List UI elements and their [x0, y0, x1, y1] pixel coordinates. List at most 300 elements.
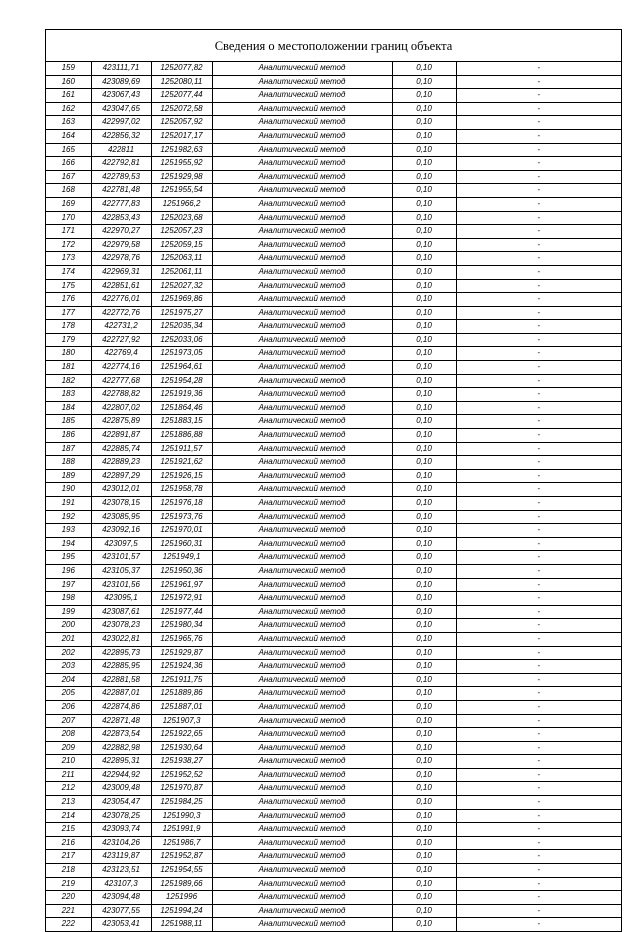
- method-cell: Аналитический метод: [212, 823, 392, 837]
- accuracy-cell: 0,10: [392, 537, 456, 551]
- y-coordinate-cell: 1251994,24: [151, 904, 212, 918]
- point-number-cell: 199: [46, 605, 91, 619]
- x-coordinate-cell: 423078,15: [91, 497, 151, 511]
- x-coordinate-cell: 422874,86: [91, 700, 151, 714]
- method-cell: Аналитический метод: [212, 320, 392, 334]
- y-coordinate-cell: 1251922,65: [151, 728, 212, 742]
- point-number-cell: 191: [46, 497, 91, 511]
- table-row: [46, 714, 621, 728]
- table-row: [46, 225, 621, 239]
- point-number-cell: 163: [46, 116, 91, 130]
- y-coordinate-cell: 1251964,61: [151, 361, 212, 375]
- method-cell: Аналитический метод: [212, 279, 392, 293]
- accuracy-cell: 0,10: [392, 741, 456, 755]
- point-number-cell: 219: [46, 877, 91, 891]
- y-coordinate-cell: 1251976,18: [151, 497, 212, 511]
- y-coordinate-cell: 1251965,76: [151, 632, 212, 646]
- point-number-cell: 220: [46, 891, 91, 905]
- note-cell: -: [456, 347, 621, 361]
- y-coordinate-cell: 1251926,15: [151, 469, 212, 483]
- point-number-cell: 197: [46, 578, 91, 592]
- note-cell: -: [456, 891, 621, 905]
- table-row: [46, 510, 621, 524]
- point-number-cell: 170: [46, 211, 91, 225]
- point-number-cell: 222: [46, 918, 91, 931]
- note-cell: -: [456, 333, 621, 347]
- table-row: [46, 143, 621, 157]
- y-coordinate-cell: 1251980,34: [151, 619, 212, 633]
- table-row: [46, 89, 621, 103]
- x-coordinate-cell: 422789,53: [91, 170, 151, 184]
- method-cell: Аналитический метод: [212, 225, 392, 239]
- accuracy-cell: 0,10: [392, 483, 456, 497]
- y-coordinate-cell: 1251954,28: [151, 374, 212, 388]
- x-coordinate-cell: 422875,89: [91, 415, 151, 429]
- method-cell: Аналитический метод: [212, 728, 392, 742]
- point-number-cell: 201: [46, 632, 91, 646]
- point-number-cell: 185: [46, 415, 91, 429]
- note-cell: -: [456, 673, 621, 687]
- note-cell: -: [456, 700, 621, 714]
- method-cell: Аналитический метод: [212, 524, 392, 538]
- method-cell: Аналитический метод: [212, 904, 392, 918]
- y-coordinate-cell: 1251929,87: [151, 646, 212, 660]
- note-cell: -: [456, 714, 621, 728]
- method-cell: Аналитический метод: [212, 483, 392, 497]
- x-coordinate-cell: 422727,92: [91, 333, 151, 347]
- x-coordinate-cell: 422885,74: [91, 442, 151, 456]
- x-coordinate-cell: 423101,56: [91, 578, 151, 592]
- method-cell: Аналитический метод: [212, 293, 392, 307]
- y-coordinate-cell: 1251982,63: [151, 143, 212, 157]
- accuracy-cell: 0,10: [392, 918, 456, 931]
- x-coordinate-cell: 423085,95: [91, 510, 151, 524]
- table-row: [46, 537, 621, 551]
- y-coordinate-cell: 1251919,36: [151, 388, 212, 402]
- note-cell: -: [456, 497, 621, 511]
- point-number-cell: 167: [46, 170, 91, 184]
- point-number-cell: 207: [46, 714, 91, 728]
- method-cell: Аналитический метод: [212, 755, 392, 769]
- note-cell: -: [456, 129, 621, 143]
- table-row: [46, 197, 621, 211]
- point-number-cell: 212: [46, 782, 91, 796]
- method-cell: Аналитический метод: [212, 497, 392, 511]
- note-cell: -: [456, 782, 621, 796]
- note-cell: -: [456, 442, 621, 456]
- accuracy-cell: 0,10: [392, 904, 456, 918]
- accuracy-cell: 0,10: [392, 252, 456, 266]
- x-coordinate-cell: 423093,74: [91, 823, 151, 837]
- note-cell: -: [456, 578, 621, 592]
- point-number-cell: 187: [46, 442, 91, 456]
- note-cell: -: [456, 279, 621, 293]
- y-coordinate-cell: 1251952,87: [151, 850, 212, 864]
- point-number-cell: 211: [46, 768, 91, 782]
- accuracy-cell: 0,10: [392, 157, 456, 171]
- table-row: [46, 238, 621, 252]
- y-coordinate-cell: 1252077,82: [151, 62, 212, 75]
- table-row: [46, 456, 621, 470]
- accuracy-cell: 0,10: [392, 891, 456, 905]
- table-row: [46, 170, 621, 184]
- y-coordinate-cell: 1251929,98: [151, 170, 212, 184]
- point-number-cell: 169: [46, 197, 91, 211]
- note-cell: -: [456, 551, 621, 565]
- accuracy-cell: 0,10: [392, 129, 456, 143]
- table-row: [46, 836, 621, 850]
- x-coordinate-cell: 423067,43: [91, 89, 151, 103]
- method-cell: Аналитический метод: [212, 197, 392, 211]
- point-number-cell: 180: [46, 347, 91, 361]
- y-coordinate-cell: 1251973,76: [151, 510, 212, 524]
- y-coordinate-cell: 1251889,86: [151, 687, 212, 701]
- accuracy-cell: 0,10: [392, 510, 456, 524]
- method-cell: Аналитический метод: [212, 361, 392, 375]
- x-coordinate-cell: 422944,92: [91, 768, 151, 782]
- y-coordinate-cell: 1251984,25: [151, 796, 212, 810]
- table-row: [46, 347, 621, 361]
- note-cell: -: [456, 510, 621, 524]
- x-coordinate-cell: 422891,87: [91, 429, 151, 443]
- table-row: [46, 374, 621, 388]
- point-number-cell: 202: [46, 646, 91, 660]
- accuracy-cell: 0,10: [392, 850, 456, 864]
- point-number-cell: 221: [46, 904, 91, 918]
- accuracy-cell: 0,10: [392, 782, 456, 796]
- method-cell: Аналитический метод: [212, 401, 392, 415]
- method-cell: Аналитический метод: [212, 157, 392, 171]
- table-row: [46, 823, 621, 837]
- method-cell: Аналитический метод: [212, 918, 392, 931]
- method-cell: Аналитический метод: [212, 102, 392, 116]
- y-coordinate-cell: 1251972,91: [151, 592, 212, 606]
- y-coordinate-cell: 1251969,86: [151, 293, 212, 307]
- accuracy-cell: 0,10: [392, 497, 456, 511]
- y-coordinate-cell: 1252072,58: [151, 102, 212, 116]
- note-cell: -: [456, 728, 621, 742]
- accuracy-cell: 0,10: [392, 265, 456, 279]
- x-coordinate-cell: 422979,58: [91, 238, 151, 252]
- method-cell: Аналитический метод: [212, 632, 392, 646]
- x-coordinate-cell: 422897,29: [91, 469, 151, 483]
- note-cell: -: [456, 809, 621, 823]
- note-cell: -: [456, 605, 621, 619]
- accuracy-cell: 0,10: [392, 361, 456, 375]
- accuracy-cell: 0,10: [392, 836, 456, 850]
- table-row: [46, 605, 621, 619]
- method-cell: Аналитический метод: [212, 510, 392, 524]
- accuracy-cell: 0,10: [392, 877, 456, 891]
- accuracy-cell: 0,10: [392, 605, 456, 619]
- y-coordinate-cell: 1251887,01: [151, 700, 212, 714]
- method-cell: Аналитический метод: [212, 796, 392, 810]
- accuracy-cell: 0,10: [392, 143, 456, 157]
- table-row: [46, 211, 621, 225]
- point-number-cell: 193: [46, 524, 91, 538]
- note-cell: -: [456, 619, 621, 633]
- x-coordinate-cell: 423009,48: [91, 782, 151, 796]
- method-cell: Аналитический метод: [212, 564, 392, 578]
- point-number-cell: 208: [46, 728, 91, 742]
- x-coordinate-cell: 422777,83: [91, 197, 151, 211]
- accuracy-cell: 0,10: [392, 388, 456, 402]
- accuracy-cell: 0,10: [392, 211, 456, 225]
- table-row: [46, 361, 621, 375]
- point-number-cell: 160: [46, 75, 91, 89]
- point-number-cell: 190: [46, 483, 91, 497]
- accuracy-cell: 0,10: [392, 660, 456, 674]
- table-row: [46, 700, 621, 714]
- x-coordinate-cell: 423053,41: [91, 918, 151, 931]
- accuracy-cell: 0,10: [392, 102, 456, 116]
- accuracy-cell: 0,10: [392, 619, 456, 633]
- note-cell: -: [456, 660, 621, 674]
- x-coordinate-cell: 423087,61: [91, 605, 151, 619]
- y-coordinate-cell: 1251986,7: [151, 836, 212, 850]
- x-coordinate-cell: 423077,55: [91, 904, 151, 918]
- x-coordinate-cell: 423101,57: [91, 551, 151, 565]
- note-cell: -: [456, 469, 621, 483]
- y-coordinate-cell: 1251954,55: [151, 864, 212, 878]
- y-coordinate-cell: 1251955,92: [151, 157, 212, 171]
- point-number-cell: 196: [46, 564, 91, 578]
- note-cell: -: [456, 89, 621, 103]
- note-cell: -: [456, 755, 621, 769]
- note-cell: -: [456, 265, 621, 279]
- y-coordinate-cell: 1252017,17: [151, 129, 212, 143]
- note-cell: -: [456, 687, 621, 701]
- accuracy-cell: 0,10: [392, 469, 456, 483]
- point-number-cell: 192: [46, 510, 91, 524]
- x-coordinate-cell: 422781,48: [91, 184, 151, 198]
- x-coordinate-cell: 422873,54: [91, 728, 151, 742]
- method-cell: Аналитический метод: [212, 469, 392, 483]
- method-cell: Аналитический метод: [212, 170, 392, 184]
- method-cell: Аналитический метод: [212, 619, 392, 633]
- method-cell: Аналитический метод: [212, 456, 392, 470]
- accuracy-cell: 0,10: [392, 755, 456, 769]
- method-cell: Аналитический метод: [212, 714, 392, 728]
- note-cell: -: [456, 157, 621, 171]
- accuracy-cell: 0,10: [392, 646, 456, 660]
- x-coordinate-cell: 422769,4: [91, 347, 151, 361]
- coordinates-table: [46, 62, 621, 931]
- y-coordinate-cell: 1251883,15: [151, 415, 212, 429]
- x-coordinate-cell: 423095,1: [91, 592, 151, 606]
- accuracy-cell: 0,10: [392, 864, 456, 878]
- note-cell: -: [456, 75, 621, 89]
- y-coordinate-cell: 1251970,87: [151, 782, 212, 796]
- note-cell: -: [456, 361, 621, 375]
- method-cell: Аналитический метод: [212, 333, 392, 347]
- note-cell: -: [456, 592, 621, 606]
- table-row: [46, 62, 621, 75]
- table-row: [46, 619, 621, 633]
- method-cell: Аналитический метод: [212, 592, 392, 606]
- y-coordinate-cell: 1252077,44: [151, 89, 212, 103]
- method-cell: Аналитический метод: [212, 877, 392, 891]
- table-row: [46, 877, 621, 891]
- table-row: [46, 306, 621, 320]
- x-coordinate-cell: 422777,68: [91, 374, 151, 388]
- table-row: [46, 293, 621, 307]
- y-coordinate-cell: 1251990,3: [151, 809, 212, 823]
- note-cell: -: [456, 388, 621, 402]
- y-coordinate-cell: 1251938,27: [151, 755, 212, 769]
- note-cell: -: [456, 143, 621, 157]
- table-row: [46, 891, 621, 905]
- x-coordinate-cell: 422811: [91, 143, 151, 157]
- x-coordinate-cell: 422807,02: [91, 401, 151, 415]
- table-row: [46, 660, 621, 674]
- table-row: [46, 796, 621, 810]
- note-cell: -: [456, 116, 621, 130]
- table-row: [46, 755, 621, 769]
- table-row: [46, 442, 621, 456]
- accuracy-cell: 0,10: [392, 714, 456, 728]
- method-cell: Аналитический метод: [212, 184, 392, 198]
- method-cell: Аналитический метод: [212, 551, 392, 565]
- method-cell: Аналитический метод: [212, 537, 392, 551]
- point-number-cell: 178: [46, 320, 91, 334]
- accuracy-cell: 0,10: [392, 89, 456, 103]
- y-coordinate-cell: 1251961,97: [151, 578, 212, 592]
- method-cell: Аналитический метод: [212, 265, 392, 279]
- point-number-cell: 171: [46, 225, 91, 239]
- accuracy-cell: 0,10: [392, 524, 456, 538]
- accuracy-cell: 0,10: [392, 768, 456, 782]
- y-coordinate-cell: 1251921,62: [151, 456, 212, 470]
- accuracy-cell: 0,10: [392, 62, 456, 75]
- note-cell: -: [456, 211, 621, 225]
- x-coordinate-cell: 422851,61: [91, 279, 151, 293]
- method-cell: Аналитический метод: [212, 741, 392, 755]
- method-cell: Аналитический метод: [212, 836, 392, 850]
- table-row: [46, 333, 621, 347]
- method-cell: Аналитический метод: [212, 415, 392, 429]
- method-cell: Аналитический метод: [212, 673, 392, 687]
- accuracy-cell: 0,10: [392, 116, 456, 130]
- note-cell: -: [456, 62, 621, 75]
- method-cell: Аналитический метод: [212, 252, 392, 266]
- accuracy-cell: 0,10: [392, 279, 456, 293]
- note-cell: -: [456, 741, 621, 755]
- x-coordinate-cell: 423047,65: [91, 102, 151, 116]
- method-cell: Аналитический метод: [212, 850, 392, 864]
- method-cell: Аналитический метод: [212, 782, 392, 796]
- y-coordinate-cell: 1251989,66: [151, 877, 212, 891]
- y-coordinate-cell: 1251975,27: [151, 306, 212, 320]
- accuracy-cell: 0,10: [392, 700, 456, 714]
- note-cell: -: [456, 796, 621, 810]
- method-cell: Аналитический метод: [212, 891, 392, 905]
- point-number-cell: 188: [46, 456, 91, 470]
- table-row: [46, 116, 621, 130]
- table-row: [46, 592, 621, 606]
- note-cell: -: [456, 864, 621, 878]
- table-row: [46, 728, 621, 742]
- table-row: [46, 687, 621, 701]
- table-row: [46, 864, 621, 878]
- y-coordinate-cell: 1252059,15: [151, 238, 212, 252]
- point-number-cell: 184: [46, 401, 91, 415]
- note-cell: -: [456, 632, 621, 646]
- y-coordinate-cell: 1251950,36: [151, 564, 212, 578]
- point-number-cell: 216: [46, 836, 91, 850]
- note-cell: -: [456, 184, 621, 198]
- y-coordinate-cell: 1251949,1: [151, 551, 212, 565]
- point-number-cell: 181: [46, 361, 91, 375]
- x-coordinate-cell: 422772,76: [91, 306, 151, 320]
- table-row: [46, 673, 621, 687]
- x-coordinate-cell: 423097,5: [91, 537, 151, 551]
- table-row: [46, 850, 621, 864]
- table-row: [46, 252, 621, 266]
- accuracy-cell: 0,10: [392, 401, 456, 415]
- x-coordinate-cell: 423078,23: [91, 619, 151, 633]
- note-cell: -: [456, 823, 621, 837]
- method-cell: Аналитический метод: [212, 687, 392, 701]
- x-coordinate-cell: 422871,48: [91, 714, 151, 728]
- table-row: [46, 102, 621, 116]
- accuracy-cell: 0,10: [392, 184, 456, 198]
- x-coordinate-cell: 423119,87: [91, 850, 151, 864]
- accuracy-cell: 0,10: [392, 170, 456, 184]
- y-coordinate-cell: 1251973,05: [151, 347, 212, 361]
- y-coordinate-cell: 1252057,92: [151, 116, 212, 130]
- y-coordinate-cell: 1251911,57: [151, 442, 212, 456]
- point-number-cell: 168: [46, 184, 91, 198]
- point-number-cell: 165: [46, 143, 91, 157]
- accuracy-cell: 0,10: [392, 238, 456, 252]
- table-row: [46, 632, 621, 646]
- accuracy-cell: 0,10: [392, 673, 456, 687]
- x-coordinate-cell: 423094,48: [91, 891, 151, 905]
- x-coordinate-cell: 422887,01: [91, 687, 151, 701]
- x-coordinate-cell: 422792,81: [91, 157, 151, 171]
- table-row: [46, 320, 621, 334]
- x-coordinate-cell: 422788,82: [91, 388, 151, 402]
- accuracy-cell: 0,10: [392, 632, 456, 646]
- method-cell: Аналитический метод: [212, 700, 392, 714]
- y-coordinate-cell: 1251864,46: [151, 401, 212, 415]
- x-coordinate-cell: 422776,01: [91, 293, 151, 307]
- note-cell: -: [456, 401, 621, 415]
- table-row: [46, 918, 621, 931]
- accuracy-cell: 0,10: [392, 347, 456, 361]
- x-coordinate-cell: 423107,3: [91, 877, 151, 891]
- method-cell: Аналитический метод: [212, 388, 392, 402]
- accuracy-cell: 0,10: [392, 415, 456, 429]
- x-coordinate-cell: 422853,43: [91, 211, 151, 225]
- point-number-cell: 183: [46, 388, 91, 402]
- table-row: [46, 469, 621, 483]
- point-number-cell: 203: [46, 660, 91, 674]
- accuracy-cell: 0,10: [392, 728, 456, 742]
- table-row: [46, 429, 621, 443]
- accuracy-cell: 0,10: [392, 456, 456, 470]
- y-coordinate-cell: 1251958,78: [151, 483, 212, 497]
- accuracy-cell: 0,10: [392, 823, 456, 837]
- y-coordinate-cell: 1251907,3: [151, 714, 212, 728]
- point-number-cell: 182: [46, 374, 91, 388]
- method-cell: Аналитический метод: [212, 211, 392, 225]
- accuracy-cell: 0,10: [392, 306, 456, 320]
- point-number-cell: 206: [46, 700, 91, 714]
- y-coordinate-cell: 1252027,32: [151, 279, 212, 293]
- accuracy-cell: 0,10: [392, 442, 456, 456]
